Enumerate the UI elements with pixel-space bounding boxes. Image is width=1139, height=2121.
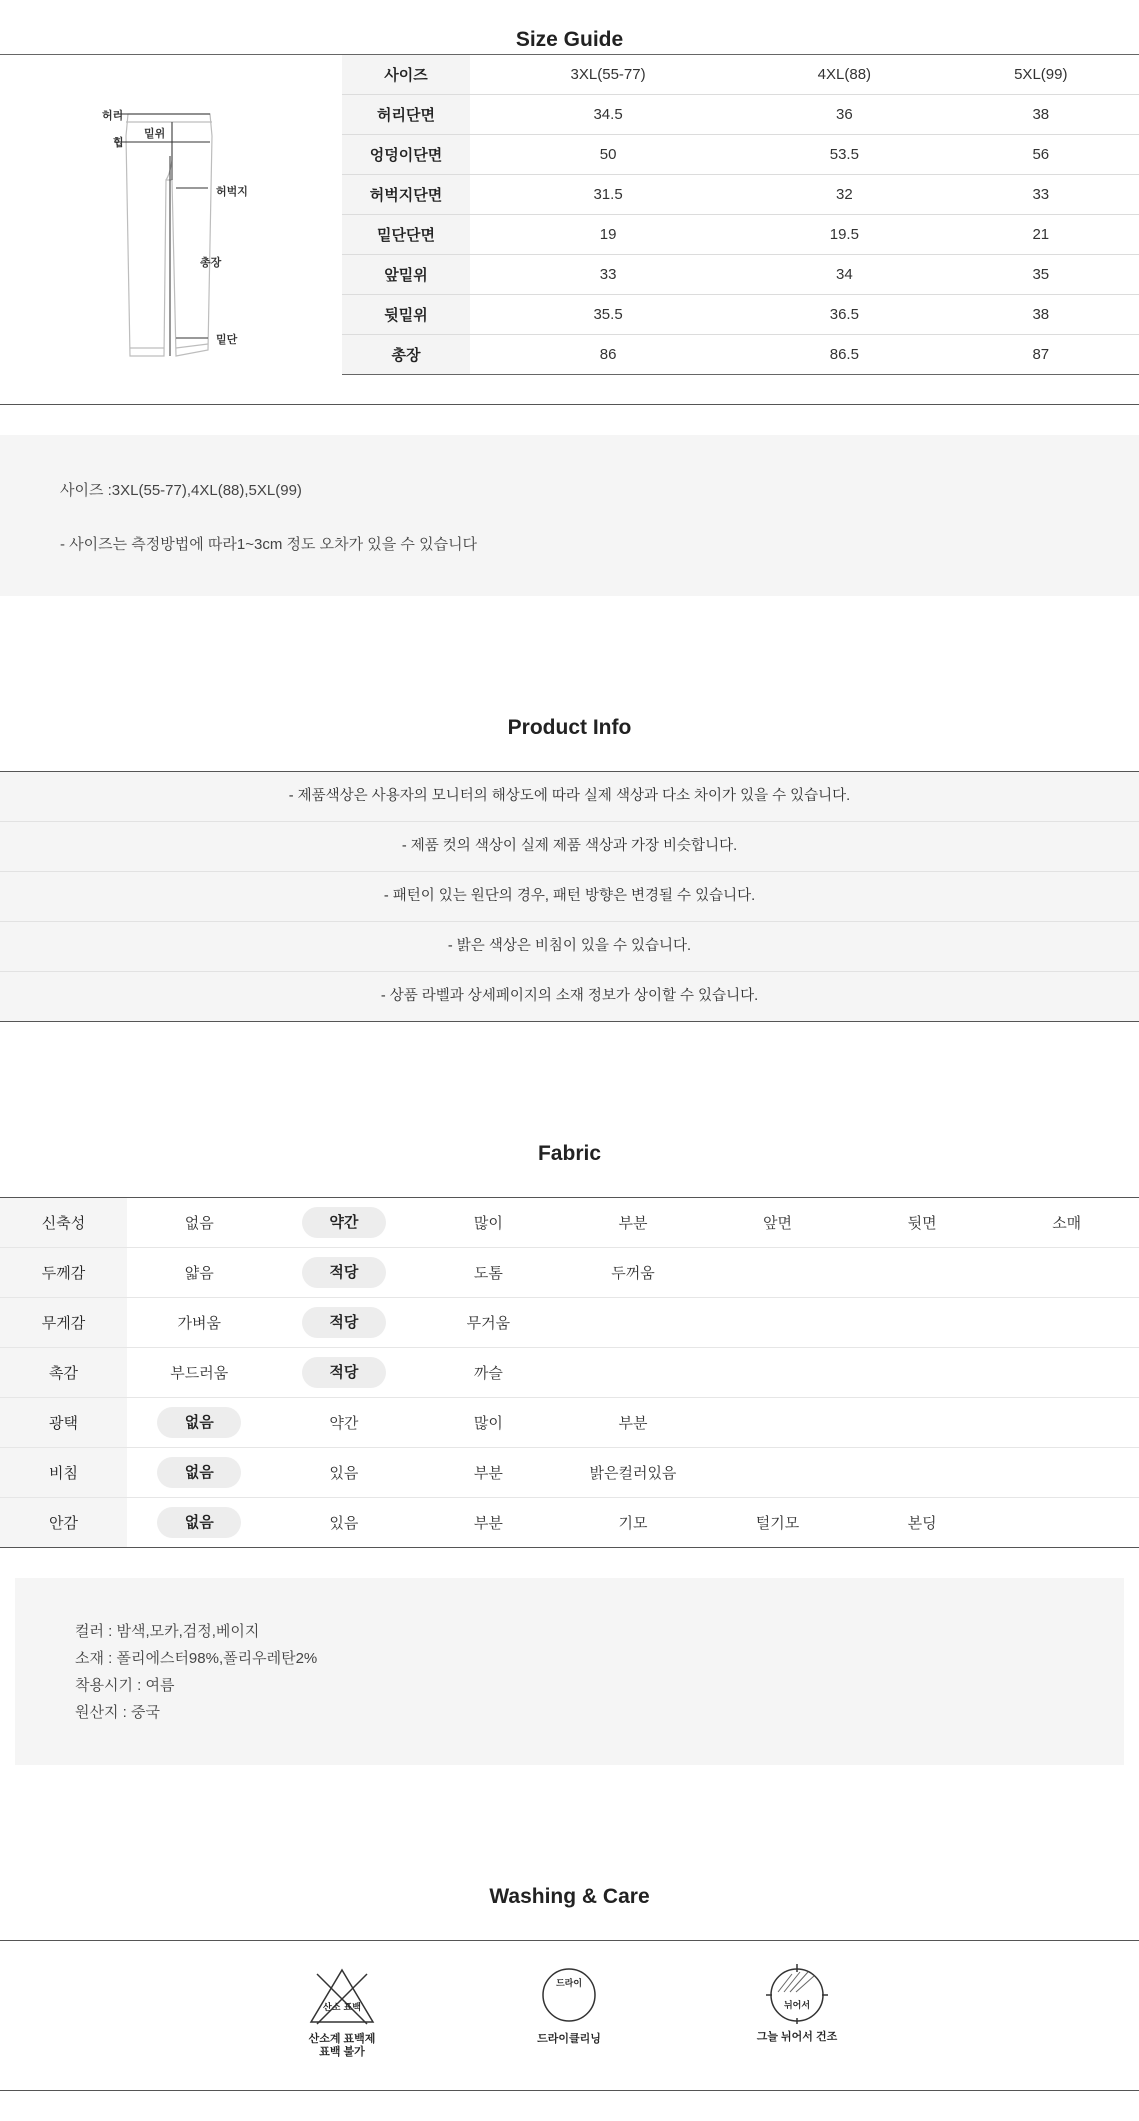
fabric-option-cell <box>127 1198 272 1248</box>
pants-outline-icon <box>100 100 270 370</box>
fabric-option: 소매 <box>1052 1215 1082 1232</box>
waist-label: 허리 <box>102 110 124 122</box>
fabric-option: 까슬 <box>473 1365 503 1382</box>
fabric-option: 많이 <box>473 1215 503 1232</box>
fabric-option: 부분 <box>618 1415 648 1432</box>
fabric-option: 밝은컬러있음 <box>589 1465 677 1482</box>
fabric-option-cell <box>994 1298 1139 1348</box>
fabric-option-cell <box>994 1348 1139 1398</box>
fabric-option: 뒷면 <box>907 1215 937 1232</box>
fabric-option-cell <box>994 1398 1139 1448</box>
size-col-5xl: 5XL(99) <box>943 55 1139 95</box>
table-cell: 19.5 <box>746 215 942 255</box>
care-item <box>509 1966 629 2046</box>
fabric-option-selected: 없음 <box>157 1407 241 1438</box>
fabric-option-cell <box>416 1498 561 1548</box>
fabric-option: 털기모 <box>755 1515 800 1532</box>
fabric-option-cell <box>561 1298 706 1348</box>
list-item: - 제품 컷의 색상이 실제 제품 색상과 가장 비슷합니다. <box>0 822 1139 872</box>
table-cell: 50 <box>470 135 746 175</box>
table-cell: 33 <box>943 175 1139 215</box>
row-label: 엉덩이단면 <box>342 135 470 175</box>
fabric-option-cell <box>127 1348 272 1398</box>
fabric-option-cell <box>994 1198 1139 1248</box>
color-detail: 컬러 : 밤색,모카,검정,베이지 <box>75 1623 260 1640</box>
fabric-option: 앞면 <box>763 1215 793 1232</box>
table-cell: 87 <box>1032 346 1050 363</box>
row-label: 허리단면 <box>342 95 470 135</box>
table-cell: 35 <box>943 255 1139 295</box>
table-cell: 36 <box>746 95 942 135</box>
table-cell: 21 <box>943 215 1139 255</box>
table-cell: 33 <box>470 255 746 295</box>
fabric-option: 부분 <box>618 1215 648 1232</box>
fabric-option-cell <box>705 1198 850 1248</box>
fabric-option-cell <box>850 1498 995 1548</box>
fabric-row-label: 광택 <box>0 1398 127 1448</box>
size-col-4xl: 4XL(88) <box>746 55 942 95</box>
care-item <box>282 1966 402 2059</box>
fabric-details-box <box>15 1578 1124 1765</box>
fabric-option-cell <box>272 1398 417 1448</box>
dry-clean-symbol-text: 드라이 <box>555 1979 583 1989</box>
table-cell: 34.5 <box>470 95 746 135</box>
fabric-option-cell <box>705 1248 850 1298</box>
fabric-option-cell <box>127 1498 272 1548</box>
fabric-option-cell <box>561 1448 706 1498</box>
fabric-option: 부분 <box>473 1465 503 1482</box>
rise-label: 밑위 <box>144 128 166 140</box>
table-cell: 34 <box>746 255 942 295</box>
care-item <box>737 1962 857 2044</box>
fabric-option-selected: 적당 <box>302 1307 386 1338</box>
row-label: 허벅지단면 <box>342 175 470 215</box>
size-table <box>342 54 1139 375</box>
origin-detail: 원산지 : 중국 <box>75 1704 160 1721</box>
size-header-label: 사이즈 <box>342 55 470 95</box>
no-bleach-icon <box>307 1966 377 2028</box>
fabric-option: 두꺼움 <box>611 1265 655 1282</box>
table-row <box>342 215 1139 255</box>
table-cell: 38 <box>943 95 1139 135</box>
table-cell: 35.5 <box>470 295 746 335</box>
fabric-option-cell <box>705 1348 850 1398</box>
care-caption-sub: 표백 불가 <box>319 2046 365 2058</box>
fabric-option-cell <box>272 1448 417 1498</box>
divider <box>0 54 342 55</box>
fabric-option: 많이 <box>473 1415 503 1432</box>
divider <box>0 1940 1139 1941</box>
fabric-option-cell <box>272 1498 417 1548</box>
fabric-row <box>0 1298 1139 1348</box>
table-row <box>342 255 1139 295</box>
fabric-option: 부분 <box>473 1515 503 1532</box>
size-list-note: 사이즈 :3XL(55-77),4XL(88),5XL(99) <box>60 482 302 499</box>
row-label: 밑단단면 <box>342 215 470 255</box>
table-row <box>342 135 1139 175</box>
fabric-row <box>0 1398 1139 1448</box>
fabric-option-cell <box>994 1248 1139 1298</box>
table-cell: 19 <box>470 215 746 255</box>
table-row <box>342 295 1139 335</box>
fabric-row-label: 비침 <box>0 1448 127 1498</box>
fabric-option-cell <box>850 1298 995 1348</box>
fabric-option: 얇음 <box>184 1265 214 1282</box>
row-label: 앞밑위 <box>342 255 470 295</box>
fabric-row-label: 안감 <box>0 1498 127 1548</box>
hip-label: 힙 <box>113 137 124 149</box>
material-detail: 소재 : 폴리에스터98%,폴리우레탄2% <box>75 1650 318 1667</box>
fabric-title: Fabric <box>537 1142 602 1165</box>
washing-title: Washing & Care <box>489 1885 650 1908</box>
fabric-option-cell <box>850 1248 995 1298</box>
fabric-option-cell <box>850 1198 995 1248</box>
fabric-option-selected: 적당 <box>302 1257 386 1288</box>
fabric-option: 약간 <box>329 1415 359 1432</box>
fabric-row-label: 촉감 <box>0 1348 127 1398</box>
fabric-option: 가벼움 <box>177 1315 222 1332</box>
fabric-option-cell <box>705 1398 850 1448</box>
row-label: 총장 <box>342 335 470 375</box>
fabric-option-cell <box>561 1498 706 1548</box>
fabric-option: 없음 <box>184 1215 214 1232</box>
fabric-option-cell <box>850 1398 995 1448</box>
fabric-option-cell <box>705 1448 850 1498</box>
hem-label: 밑단 <box>216 334 238 346</box>
size-guide-title: Size Guide <box>515 28 624 51</box>
shade-dry-symbol-text: 뉘어서 <box>783 2001 811 2011</box>
fabric-option-cell <box>705 1298 850 1348</box>
fabric-option-cell <box>416 1198 561 1248</box>
product-info-title: Product Info <box>507 716 632 739</box>
fabric-row-label: 두께감 <box>0 1248 127 1298</box>
fabric-option-cell <box>127 1298 272 1348</box>
fabric-option-cell <box>705 1498 850 1548</box>
fabric-option-cell <box>272 1298 417 1348</box>
size-note-box <box>0 435 1139 596</box>
table-cell: 86.5 <box>829 346 859 363</box>
fabric-option-selected: 약간 <box>302 1207 386 1238</box>
size-col-3xl: 3XL(55-77) <box>470 55 746 95</box>
list-item: - 제품색상은 사용자의 모니터의 해상도에 따라 실제 색상과 다소 차이가 있을 수 있습니다. <box>0 772 1139 822</box>
care-caption: 그늘 뉘어서 건조 <box>756 2031 838 2043</box>
fabric-row-label: 무게감 <box>0 1298 127 1348</box>
dry-clean-icon <box>538 1966 600 2024</box>
table-row <box>342 95 1139 135</box>
fabric-option: 있음 <box>329 1465 359 1482</box>
table-cell: 32 <box>746 175 942 215</box>
shade-dry-flat-icon <box>762 1962 832 2026</box>
fabric-option-selected: 적당 <box>302 1357 386 1388</box>
fabric-option: 무거움 <box>466 1315 511 1332</box>
list-item: - 밝은 색상은 비침이 있을 수 있습니다. <box>0 922 1139 972</box>
table-row <box>342 335 1139 375</box>
fabric-table <box>0 1197 1139 1548</box>
fabric-option-cell <box>127 1448 272 1498</box>
table-cell: 86 <box>599 346 617 363</box>
table-cell: 38 <box>943 295 1139 335</box>
row-label: 뒷밑위 <box>342 295 470 335</box>
fabric-option: 있음 <box>329 1515 359 1532</box>
fabric-row <box>0 1498 1139 1548</box>
fabric-option-cell <box>416 1448 561 1498</box>
season-detail: 착용시기 : 여름 <box>75 1677 175 1694</box>
fabric-option-cell <box>416 1348 561 1398</box>
fabric-option-cell <box>994 1498 1139 1548</box>
size-header-row <box>342 55 1139 95</box>
fabric-option: 부드러움 <box>170 1365 229 1382</box>
fabric-option-cell <box>416 1298 561 1348</box>
fabric-option: 도톰 <box>473 1265 503 1282</box>
table-cell: 53.5 <box>746 135 942 175</box>
table-cell: 36.5 <box>746 295 942 335</box>
fabric-option-cell <box>272 1348 417 1398</box>
fabric-option-cell <box>272 1248 417 1298</box>
size-tolerance-note: - 사이즈는 측정방법에 따라1~3cm 정도 오차가 있을 수 있습니다 <box>60 536 478 553</box>
table-cell: 31.5 <box>470 175 746 215</box>
fabric-option-cell <box>561 1198 706 1248</box>
care-caption: 산소계 표백제 <box>308 2033 376 2045</box>
fabric-option-cell <box>561 1248 706 1298</box>
fabric-option-cell <box>416 1398 561 1448</box>
thigh-label: 허벅지 <box>216 186 248 198</box>
table-cell: 56 <box>943 135 1139 175</box>
fabric-row <box>0 1448 1139 1498</box>
care-caption: 드라이클리닝 <box>537 2033 601 2045</box>
fabric-row <box>0 1198 1139 1248</box>
fabric-option-cell <box>127 1398 272 1448</box>
fabric-option-selected: 없음 <box>157 1507 241 1538</box>
fabric-option: 본딩 <box>907 1515 937 1532</box>
fabric-option-cell <box>561 1398 706 1448</box>
fabric-option-cell <box>850 1348 995 1398</box>
divider <box>0 404 1139 405</box>
fabric-row <box>0 1348 1139 1398</box>
fabric-option-cell <box>416 1248 561 1298</box>
fabric-option-cell <box>850 1448 995 1498</box>
fabric-option: 기모 <box>618 1515 648 1532</box>
fabric-row <box>0 1248 1139 1298</box>
fabric-option-cell <box>994 1448 1139 1498</box>
fabric-option-selected: 없음 <box>157 1457 241 1488</box>
no-bleach-symbol-text: 산소 표백 <box>323 2003 361 2013</box>
divider <box>0 2090 1139 2091</box>
length-label: 총장 <box>200 257 222 269</box>
table-row <box>342 175 1139 215</box>
product-info-list <box>0 771 1139 1022</box>
fabric-option-cell <box>127 1248 272 1298</box>
list-item: - 패턴이 있는 원단의 경우, 패턴 방향은 변경될 수 있습니다. <box>0 872 1139 922</box>
fabric-option-cell <box>272 1198 417 1248</box>
fabric-row-label: 신축성 <box>0 1198 127 1248</box>
pants-diagram <box>100 100 270 370</box>
fabric-option-cell <box>561 1348 706 1398</box>
list-item: - 상품 라벨과 상세페이지의 소재 정보가 상이할 수 있습니다. <box>0 972 1139 1021</box>
